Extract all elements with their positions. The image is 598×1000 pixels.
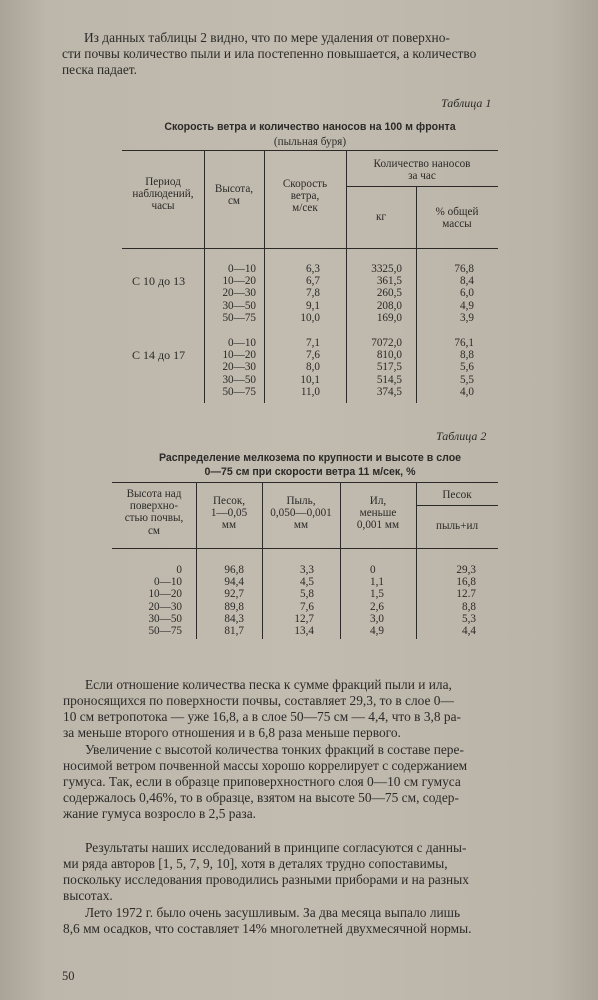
table2-heights: 0 0—10 10—20 20—30 30—50 50—75 (148, 564, 182, 637)
table1-col-period: Период наблюдений, часы (132, 176, 194, 213)
table1-heights: 0—10 10—20 20—30 30—50 50—75 (222, 263, 256, 324)
table2-col-silt: Ил, меньше 0,001 мм (356, 495, 400, 532)
table1-top-rule (122, 150, 498, 151)
table1-sub-rule (346, 186, 498, 187)
paragraph-line: жание гумуса возросло в 2,5 раза. (63, 806, 256, 821)
table1-speeds: 7,1 7,6 8,0 10,1 11,0 (300, 337, 320, 398)
table2-col-dust: Пыль, 0,050—0,001 мм (270, 495, 332, 532)
intro-line-1: Из данных таблицы 2 видно, что по мере удаления от поверхно- (84, 30, 450, 45)
table1-col-speed: Скорость ветра, м/сек (282, 178, 328, 215)
paragraph-line: ми ряда авторов [1, 5, 7, 9, 10], хотя в деталях трудно сопоставимы, (63, 856, 448, 871)
table2-title-line-2: 0—75 см при скорости ветра 11 м/сек, % (204, 466, 416, 478)
table1-subtitle: (пыльная буря) (273, 136, 347, 148)
table1-percent-values: 76,8 8,4 6,0 4,9 3,9 (454, 263, 474, 324)
table1-period: С 14 до 17 (132, 348, 186, 362)
paragraph-line: поскольку исследования проводились разными приборами и на разных (63, 872, 469, 887)
table2-sub-rule (416, 505, 498, 506)
table2-silt-values: 0 1,1 1,5 2,6 3,0 4,9 (370, 564, 384, 637)
table1-label: Таблица 1 (441, 96, 492, 110)
paragraph-line: 8,6 мм осадков, что составляет 14% многолетней двухмесячной нормы. (63, 921, 472, 936)
table1-speeds: 6,3 6,7 7,8 9,1 10,0 (300, 263, 320, 324)
table2-label: Таблица 2 (436, 429, 487, 443)
table1-col-amount: Количество наносов за час (373, 158, 471, 183)
table1-heights: 0—10 10—20 20—30 30—50 50—75 (222, 337, 256, 398)
table2-col-sand-ratio: Песок (442, 489, 472, 501)
paragraph-line: проносящихся по поверхности почвы, составляет 29,3, то в слое 0— (63, 693, 454, 708)
table1-kg-values: 3325,0 361,5 260,5 208,0 169,0 (371, 263, 402, 324)
table2-header-rule (112, 548, 498, 549)
table2-dust-values: 3,3 4,5 5,8 7,6 12,7 13,4 (294, 564, 314, 637)
paragraph-line: Лето 1972 г. было очень засушливым. За два месяца выпало лишь (85, 905, 461, 920)
paragraph-line: 10 см ветропотока — уже 16,8, а в слое 50—75 см — 4,4, что в 3,8 ра- (63, 709, 461, 724)
table2-top-rule (112, 482, 498, 483)
paragraph-line: высотах. (63, 888, 113, 903)
table1-col-percent: % общей массы (435, 206, 479, 231)
paragraph-line: носимой ветром почвенной массы хорошо коррелирует с содержанием (63, 758, 468, 773)
table1-period: С 10 до 13 (132, 274, 186, 288)
table1-col-height: Высота, см (214, 183, 254, 208)
table2-title-line-1: Распределение мелкозема по крупности и высоте в слое (158, 452, 462, 464)
table2-col-height: Высота над поверхно- стью почвы, см (124, 488, 184, 537)
intro-line-3: песка падает. (62, 62, 137, 77)
table2-col-dust-silt: пыль+ил (435, 520, 479, 532)
table1-header-rule (122, 248, 498, 249)
paragraph-line: гумуса. Так, если в образце приповерхностного слоя 0—10 см гумуса (63, 774, 461, 789)
table1-title: Скорость ветра и количество наносов на 100 м фронта (164, 121, 456, 133)
paragraph-line: Результаты наших исследований в принципе согласуются с данны- (85, 840, 467, 855)
table1-kg-values: 7072,0 810,0 517,5 514,5 374,5 (371, 337, 402, 398)
table2-sand-values: 96,8 94,4 92,7 89,8 84,3 81,7 (224, 564, 244, 637)
paragraph-line: Если отношение количества песка к сумме фракций пыли и ила, (85, 677, 452, 692)
table1-percent-values: 76,1 8,8 5,6 5,5 4,0 (454, 337, 474, 398)
intro-line-2: сти почвы количество пыли и ила постепенно повышается, а количество (62, 46, 477, 61)
paragraph-line: Увеличение с высотой количества тонких фракций в составе пере- (85, 742, 464, 757)
table1-col-kg: кг (375, 211, 387, 223)
page-number: 50 (62, 969, 75, 983)
paragraph-line: содержалось 0,46%, то в образце, взятом на высоте 50—75 см, содер- (63, 790, 459, 805)
table2-col-sand: Песок, 1—0,05 мм (210, 495, 248, 532)
paragraph-line: за меньше второго отношения и в 6,8 раза меньше первого. (63, 725, 401, 740)
table2-ratio-values: 29,3 16,8 12.7 8,8 5,3 4,4 (456, 564, 476, 637)
